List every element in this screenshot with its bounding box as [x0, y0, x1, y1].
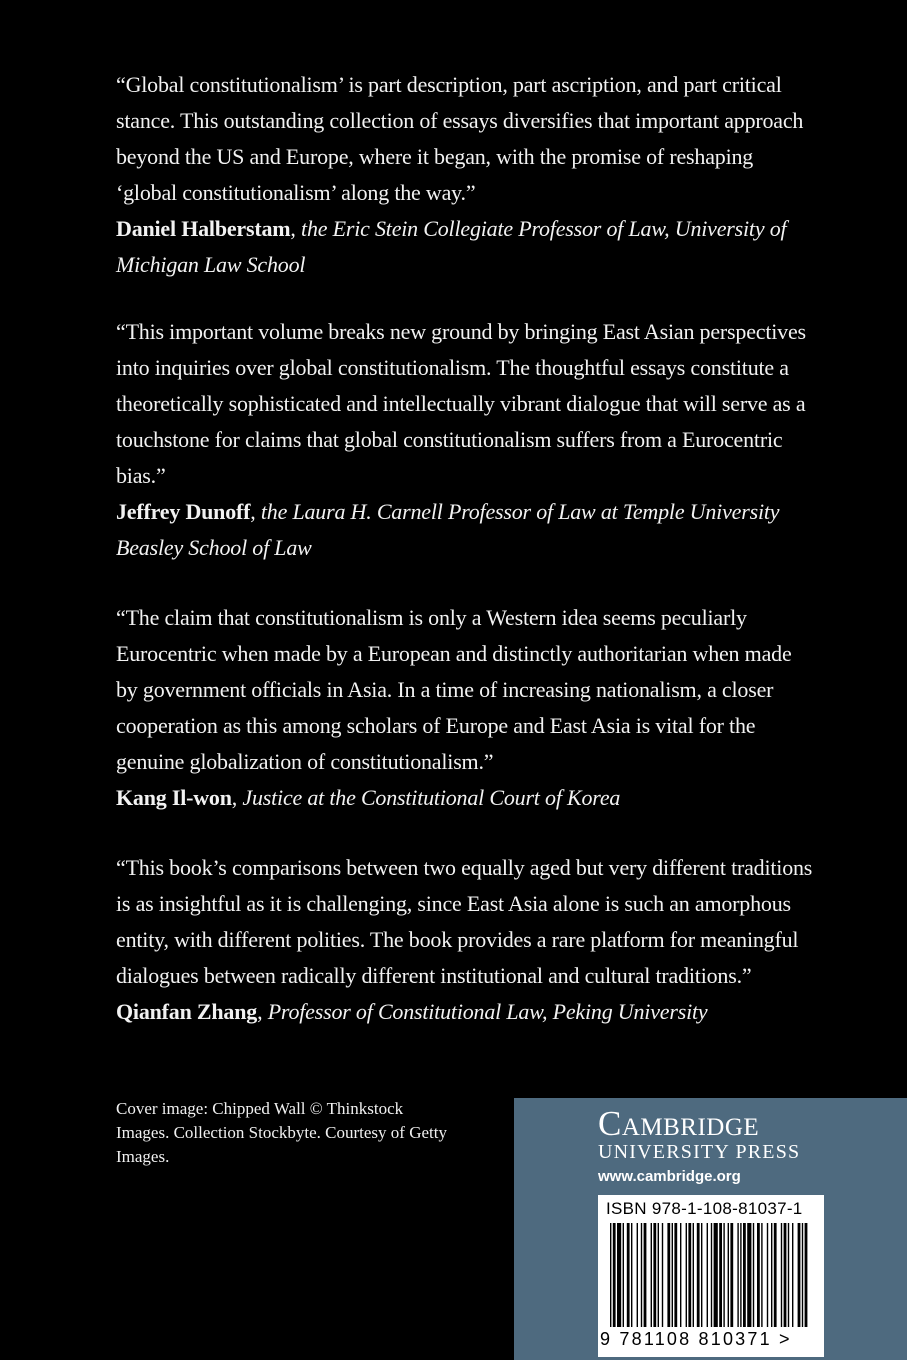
publisher-logo-name: Cambridge [598, 1104, 760, 1143]
blurb-halberstam [116, 67, 816, 283]
blurb-author: Daniel Halberstam [116, 216, 291, 241]
blurb-zhang [116, 850, 816, 1030]
blurb-author-title: the Eric Stein Collegiate Professor of Law, University of Michigan Law School [116, 216, 787, 277]
blurb-kang [116, 600, 816, 816]
blurb-author-title: Justice at the Constitutional Court of Korea [242, 785, 621, 810]
blurb-quote: “This important volume breaks new ground by bringing East Asian perspectives into inquiries over global constitutionalism. The thoughtful essays constitute a theoretically sophisticated and intellectually vibrant dialogue that will serve as a touchstone for claims that global constitutionalism suffers from a Eurocentric bias.” [116, 319, 806, 488]
barcode-bars [610, 1223, 812, 1329]
blurb-author-title: the Laura H. Carnell Professor of Law at Temple University Beasley School of Law [116, 499, 780, 560]
blurb-quote: “The claim that constitutionalism is only a Western idea seems peculiarly Eurocentric when made by a European and distinctly authoritarian when made by government officials in Asia. In a time of increasing nationalism, a closer cooperation as this among scholars of Europe and East Asia is vital for the genuine globalization of constitutionalism.” [116, 605, 792, 774]
blurb-quote: “Global constitutionalism’ is part description, part ascription, and part critical stance. This outstanding collection of essays diversifies that important approach beyond the US and Europe, where it began, with the promise of reshaping ‘global constitutionalism’ along the way.” [116, 72, 804, 205]
blurb-author-title: Professor of Constitutional Law, Peking University [267, 999, 708, 1024]
blurb-attribution: Kang Il-won, Justice at the Constitutional Court of Korea [116, 785, 621, 810]
blurb-author: Kang Il-won [116, 785, 232, 810]
blurb-author: Jeffrey Dunoff [116, 499, 251, 524]
publisher-logo-press: UNIVERSITY PRESS [598, 1141, 801, 1163]
isbn-number: ISBN 978-1-108-81037-1 [606, 1199, 803, 1218]
blurb-dunoff [116, 314, 816, 566]
publisher-panel [514, 1098, 907, 1360]
blurb-author: Qianfan Zhang [116, 999, 258, 1024]
blurb-attribution: Jeffrey Dunoff, the Laura H. Carnell Professor of Law at Temple University Beasley School of Law [116, 499, 780, 560]
blurb-attribution: Qianfan Zhang, Professor of Constitutional Law, Peking University [116, 999, 708, 1024]
publisher-url: www.cambridge.org [598, 1168, 741, 1185]
blurb-quote: “This book’s comparisons between two equally aged but very different traditions is as insightful as it is challenging, since East Asia alone is such an amorphous entity, with different polities. The book provides a rare platform for meaningful dialogues between radically different institutional and cultural traditions.” [116, 855, 813, 988]
barcode-digits: 9 781108 810371 > [600, 1329, 792, 1349]
isbn-barcode [598, 1195, 824, 1357]
cover-image-credit: Cover image: Chipped Wall © Thinkstock Images. Collection Stockbyte. Courtesy of Getty Images. [116, 1099, 447, 1166]
blurb-attribution: Daniel Halberstam, the Eric Stein Collegiate Professor of Law, University of Michigan Law School [116, 216, 787, 277]
